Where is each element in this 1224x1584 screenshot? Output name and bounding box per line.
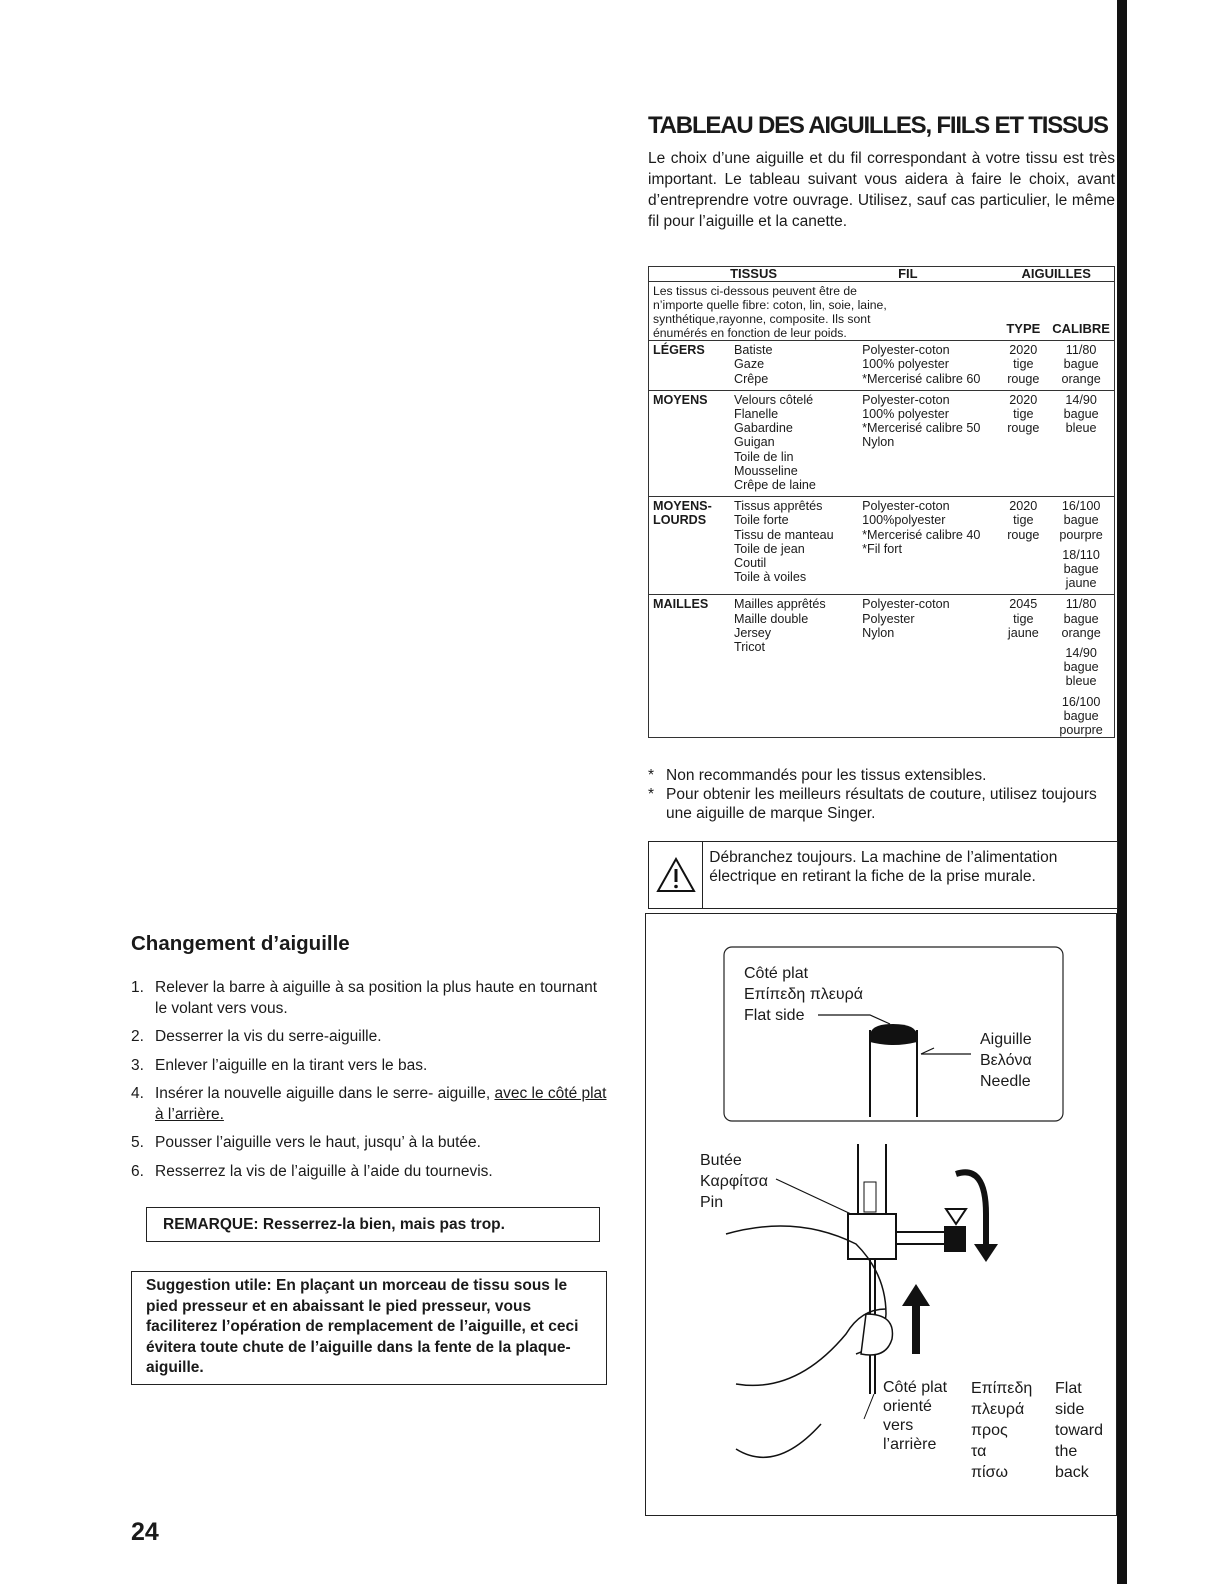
calibre-entry: 18/110 bague jaune bbox=[1062, 547, 1100, 591]
fabrics-cell: Mailles apprêtés Maille double Jersey Tricot bbox=[734, 597, 826, 655]
type-cell: 2020 tige rouge bbox=[1007, 499, 1040, 542]
calibre-cell bbox=[1048, 595, 1114, 738]
category-cell: LÉGERS bbox=[653, 343, 705, 358]
fabrics-cell: Tissus apprêtés Toile forte Tissu de manteau Toile de jean Coutil Toile à voiles bbox=[734, 499, 834, 585]
list-item: 2. Desserrer la vis du serre-aiguille. bbox=[131, 1028, 382, 1045]
header-fil: FIL bbox=[898, 266, 918, 281]
warning-box bbox=[648, 841, 1118, 909]
section-heading: Changement d’aiguille bbox=[131, 932, 350, 955]
table-row bbox=[649, 595, 1115, 738]
header-calibre: CALIBRE bbox=[1052, 321, 1110, 336]
flat-side-label: Côté plat Επίπεδη πλευρά Flat side bbox=[744, 965, 863, 1024]
warning-text: Débranchez toujours. La machine de l’alimentation électrique en retirant la fiche de la prise murale. bbox=[709, 849, 1058, 885]
list-item: 5. Pousser l’aiguille vers le haut, jusqu’ à la butée. bbox=[131, 1134, 481, 1151]
footnote-text: Non recommandés pour les tissus extensibles. bbox=[666, 767, 987, 784]
calibre-entry: 11/80 bague orange bbox=[1061, 597, 1101, 640]
category-cell: MOYENS- LOURDS bbox=[653, 499, 712, 528]
flat-back-label-gr: Επίπεδη πλευρά προς τα πίσω bbox=[971, 1380, 1033, 1481]
pin-label: Butée Καρφίτσα Pin bbox=[700, 1152, 768, 1211]
footnote: * Pour obtenir les meilleurs résultats de couture, utilisez toujours une aiguille de marque Singer. bbox=[648, 785, 1118, 823]
page-edge-bar bbox=[1117, 0, 1127, 1584]
threads-cell: Polyester-coton 100%polyester *Mercerisé calibre 40 *Fil fort bbox=[862, 499, 981, 556]
list-item: 4. Insérer la nouvelle aiguille dans le serre- aiguille, avec le côté plat à l’arrière. bbox=[131, 1085, 607, 1123]
page-title: TABLEAU DES AIGUILLES, FIILS ET TISSUS bbox=[648, 112, 1108, 139]
tip-box: Suggestion utile: En plaçant un morceau de tissu sous le pied presseur et en abaissant le pied presseur, vous faciliterez l’opération de remplacement de l’aiguille, et ceci évitera toute chute de l’aiguille dans la fente de la plaque-aiguille. bbox=[131, 1271, 607, 1385]
intro-paragraph: Le choix d’une aiguille et du fil correspondant à votre tissu est très important. Le tableau suivant vous aidera à faire le choix, avant d’entreprendre votre ouvrage. Utilisez, sauf cas particulier, le même fil pour l’aiguille et la canette. bbox=[648, 150, 1115, 230]
header-aiguilles: AIGUILLES bbox=[1021, 266, 1091, 281]
table-row bbox=[649, 341, 1115, 391]
header-type: TYPE bbox=[1006, 321, 1041, 336]
table-note-row bbox=[649, 282, 1115, 341]
needle-illustration bbox=[646, 914, 1116, 1515]
footnote: * Non recommandés pour les tissus extensibles. bbox=[648, 767, 987, 784]
calibre-entry: 11/80 bague orange bbox=[1061, 343, 1101, 386]
fabrics-cell: Batiste Gaze Crêpe bbox=[734, 343, 773, 386]
fabrics-cell: Velours côtelé Flanelle Gabardine Guigan Toile de lin Mousseline Crêpe de laine bbox=[734, 392, 816, 493]
needle-table bbox=[648, 266, 1115, 738]
footnotes bbox=[648, 766, 1118, 823]
flat-back-label-en: Flat side toward the back bbox=[1055, 1380, 1104, 1481]
steps-list bbox=[131, 978, 607, 1190]
needle-figure bbox=[645, 913, 1117, 1516]
warning-icon bbox=[649, 842, 703, 908]
calibre-cell bbox=[1048, 341, 1114, 391]
calibre-cell bbox=[1048, 390, 1114, 496]
table-row bbox=[649, 497, 1115, 595]
threads-cell: Polyester-coton 100% polyester *Mercerisé calibre 50 Nylon bbox=[862, 392, 981, 450]
threads-cell: Polyester-coton Polyester Nylon bbox=[862, 597, 950, 640]
remark-box: REMARQUE: Resserrez-la bien, mais pas trop. bbox=[146, 1207, 600, 1242]
table-row bbox=[649, 390, 1115, 496]
needle-label: Aiguille Βελόνα Needle bbox=[980, 1031, 1032, 1090]
page-number: 24 bbox=[131, 1518, 159, 1546]
header-tissus: TISSUS bbox=[730, 266, 778, 281]
type-cell: 2045 tige jaune bbox=[1007, 597, 1039, 640]
needle-table-wrapper bbox=[648, 266, 1115, 738]
calibre-cell bbox=[1048, 497, 1114, 595]
list-item: 3. Enlever l’aiguille en la tirant vers le bas. bbox=[131, 1056, 428, 1074]
footnote-text: Pour obtenir les meilleurs résultats de couture, utilisez toujours une aiguille de marque Singer. bbox=[666, 786, 1097, 822]
list-item: 1. Relever la barre à aiguille à sa position la plus haute en tournant le volant vers vous. bbox=[131, 979, 598, 1017]
list-item: 6. Resserrez la vis de l’aiguille à l’aide du tournevis. bbox=[131, 1162, 493, 1180]
category-cell: MAILLES bbox=[653, 597, 709, 612]
calibre-entry: 14/90 bague bleue bbox=[1063, 646, 1099, 689]
table-header-row bbox=[649, 267, 1115, 282]
calibre-entry: 14/90 bague bleue bbox=[1063, 392, 1099, 436]
threads-cell: Polyester-coton 100% polyester *Mercerisé calibre 60 bbox=[862, 343, 981, 386]
flat-back-label-fr: Côté plat orienté vers l’arrière bbox=[883, 1379, 948, 1453]
type-cell: 2020 tige rouge bbox=[1007, 392, 1040, 436]
calibre-entry: 16/100 bague pourpre bbox=[1059, 694, 1103, 738]
table-note: Les tissus ci-dessous peuvent être de n’importe quelle fibre: coton, lin, soie, laine, synthétique,rayonne, composite. Ils sont énumérés en fonction de leur poids. bbox=[653, 284, 887, 341]
calibre-entry: 16/100 bague pourpre bbox=[1059, 499, 1103, 542]
category-cell: MOYENS bbox=[653, 392, 708, 407]
table-body bbox=[649, 341, 1115, 738]
type-cell: 2020 tige rouge bbox=[1007, 343, 1040, 386]
